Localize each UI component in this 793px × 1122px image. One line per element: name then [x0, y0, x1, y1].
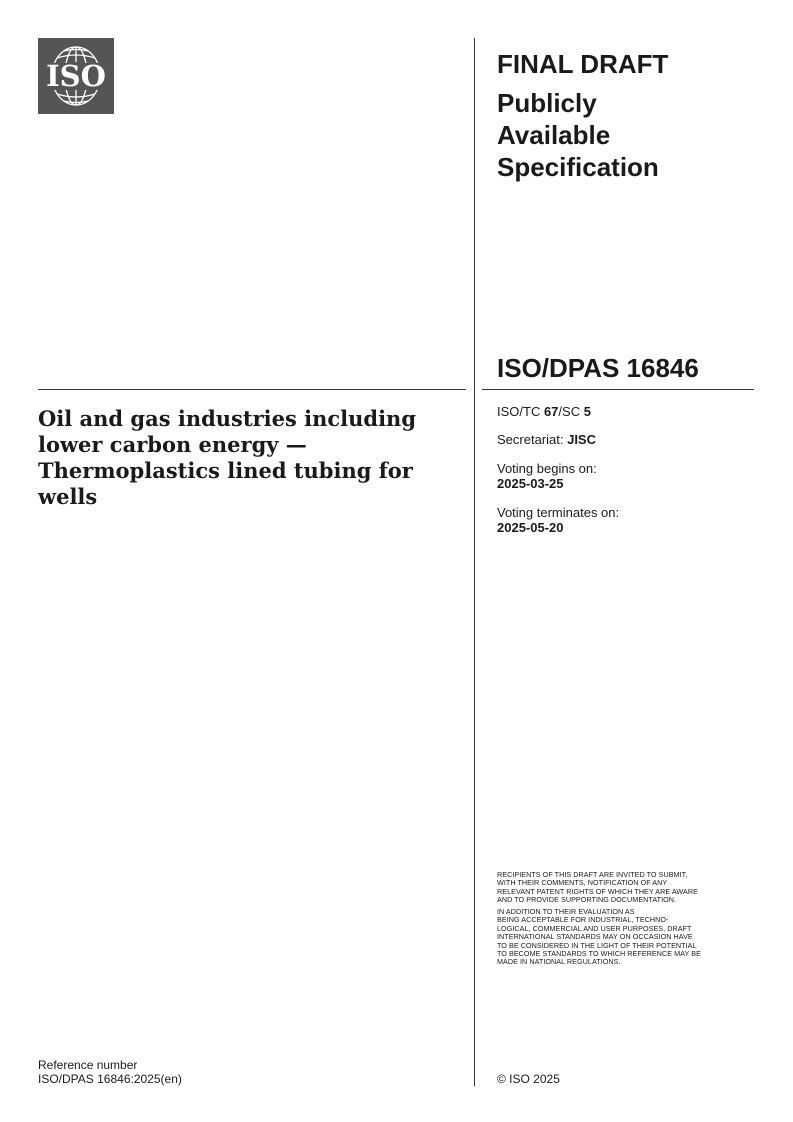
voting-begins-label: Voting begins on: [497, 461, 597, 476]
document-type [497, 87, 747, 183]
sc-number: 5 [583, 404, 591, 419]
notice-line: RECIPIENTS OF THIS DRAFT ARE INVITED TO SUBMIT, [497, 870, 688, 879]
reference-value: ISO/DPAS 16846:2025(en) [38, 1072, 182, 1086]
document-type-line: Specification [497, 152, 659, 182]
title-line: Oil and gas industries including [38, 406, 416, 431]
title-line: Thermoplastics lined tubing for [38, 458, 413, 483]
notice-line: BEING ACCEPTABLE FOR INDUSTRIAL, TECHNO- [497, 915, 669, 925]
notice-line: TO BECOME STANDARDS TO WHICH REFERENCE MAY BE [497, 949, 701, 959]
sc-prefix: /SC [558, 404, 584, 419]
reference-label: Reference number [38, 1058, 138, 1072]
notice-line: IN ADDITION TO THEIR EVALUATION AS [497, 907, 635, 916]
voting-begins-date: 2025-03-25 [497, 476, 564, 491]
notice-line: RELEVANT PATENT RIGHTS OF WHICH THEY ARE AWARE [497, 886, 698, 896]
globe-icon [38, 38, 114, 114]
reference-number [38, 1058, 182, 1086]
secretariat-value: JISC [567, 432, 596, 447]
document-type-line: Available [497, 120, 611, 150]
voting-terminates [497, 505, 619, 535]
title-line: wells [38, 484, 98, 509]
notice-line: WITH THEIR COMMENTS, NOTIFICATION OF ANY [497, 878, 668, 888]
evaluation-notice [497, 908, 753, 967]
document-type-line: Publicly [497, 88, 597, 118]
committee-prefix: ISO/TC [497, 404, 544, 419]
horizontal-divider-right [482, 389, 754, 390]
logo-text: ISO [46, 59, 106, 93]
secretariat [497, 432, 596, 447]
notice-line: TO BE CONSIDERED IN THE LIGHT OF THEIR POTENTIAL [497, 940, 697, 950]
document-title [38, 406, 448, 510]
document-number: ISO/DPAS 16846 [497, 353, 699, 383]
notice-line: AND TO PROVIDE SUPPORTING DOCUMENTATION. [497, 895, 677, 905]
voting-begins [497, 461, 597, 491]
notice-line: LOGICAL, COMMERCIAL AND USER PURPOSES, DRAFT [497, 923, 692, 933]
notice-line: MADE IN NATIONAL REGULATIONS. [497, 957, 621, 967]
voting-terminates-date: 2025-05-20 [497, 520, 564, 535]
voting-terminates-label: Voting terminates on: [497, 505, 620, 520]
notice-line: INTERNATIONAL STANDARDS MAY ON OCCASION HAVE [497, 932, 693, 942]
tc-number: 67 [543, 404, 559, 419]
document-stage: FINAL DRAFT [497, 49, 669, 79]
iso-logo [38, 38, 114, 114]
vertical-divider [474, 38, 475, 1086]
committee-reference [497, 404, 591, 419]
secretariat-label: Secretariat: [497, 432, 568, 447]
patent-notice [497, 871, 753, 905]
copyright: © ISO 2025 [497, 1072, 560, 1086]
title-line: lower carbon energy — [38, 432, 307, 457]
horizontal-divider-left [38, 389, 466, 390]
